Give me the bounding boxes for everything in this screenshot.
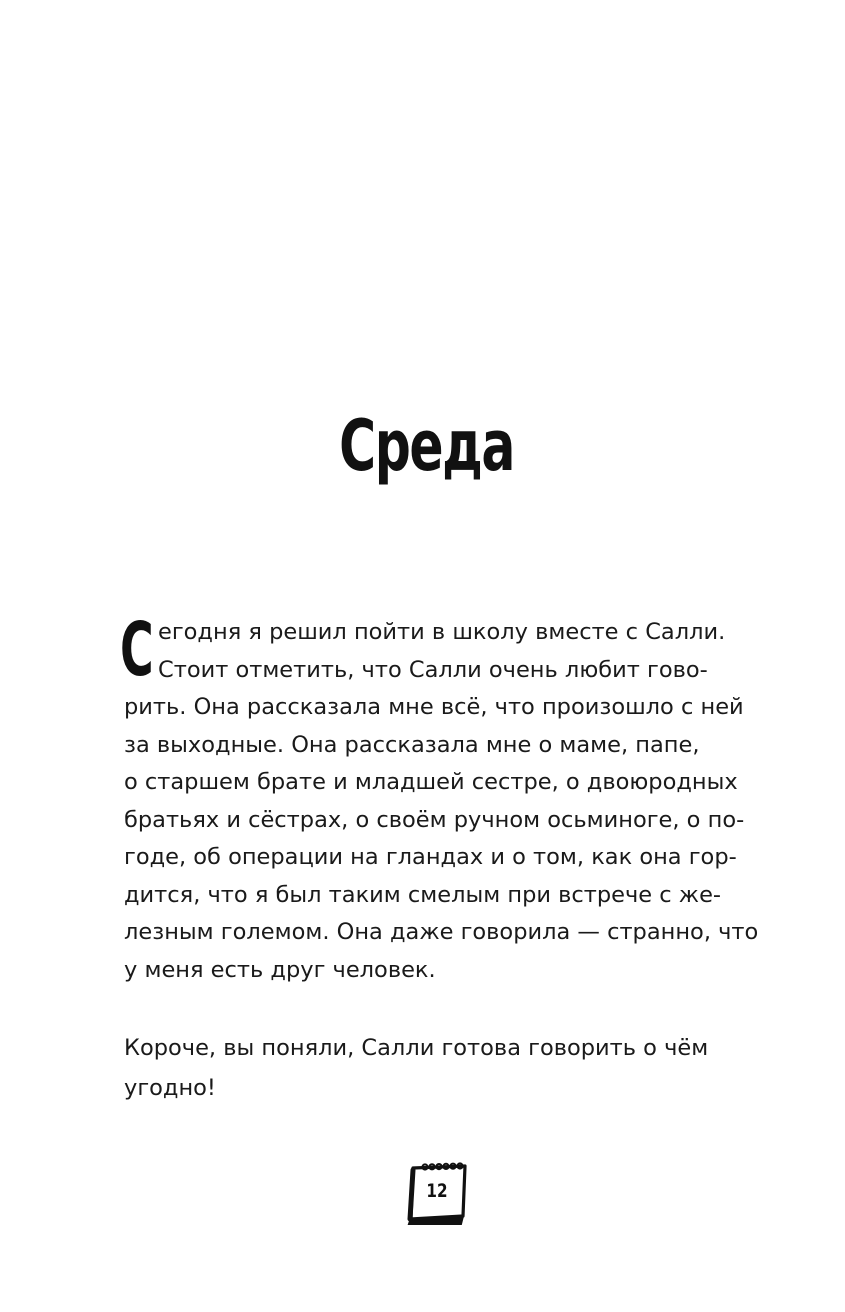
- text-line: егодня я решил пойти в школу вместе с Салли.: [158, 619, 726, 645]
- text-line: рить. Она рассказала мне всё, что произошло с ней: [124, 694, 744, 720]
- text-line: о старшем брате и младшей сестре, о двоюродных: [124, 769, 738, 795]
- text-line: за выходные. Она рассказала мне о маме, папе,: [124, 731, 700, 758]
- dropcap-letter: С: [120, 607, 154, 693]
- text-line: годе, об операции на гландах и о том, как она гор-: [124, 844, 737, 870]
- chapter-title: Среда: [339, 405, 514, 487]
- text-line: лезным големом. Она даже говорила — странно, что: [124, 919, 759, 945]
- paragraph-2: [124, 1028, 764, 1108]
- page-number: 12: [426, 1180, 448, 1202]
- page-number-badge: [405, 1162, 471, 1226]
- text-line: у меня есть друг человек.: [124, 956, 436, 983]
- text-line: угодно!: [124, 1075, 216, 1101]
- text-line: братьях и сёстрах, о своём ручном осьминоге, о по-: [124, 806, 745, 833]
- text-line: Короче, вы поняли, Салли готова говорить о чём: [124, 1035, 709, 1061]
- text-line: дится, что я был таким смелым при встрече с же-: [124, 881, 722, 908]
- paragraph-1: [120, 607, 764, 989]
- text-line: Стоит отметить, что Салли очень любит гово-: [158, 656, 708, 683]
